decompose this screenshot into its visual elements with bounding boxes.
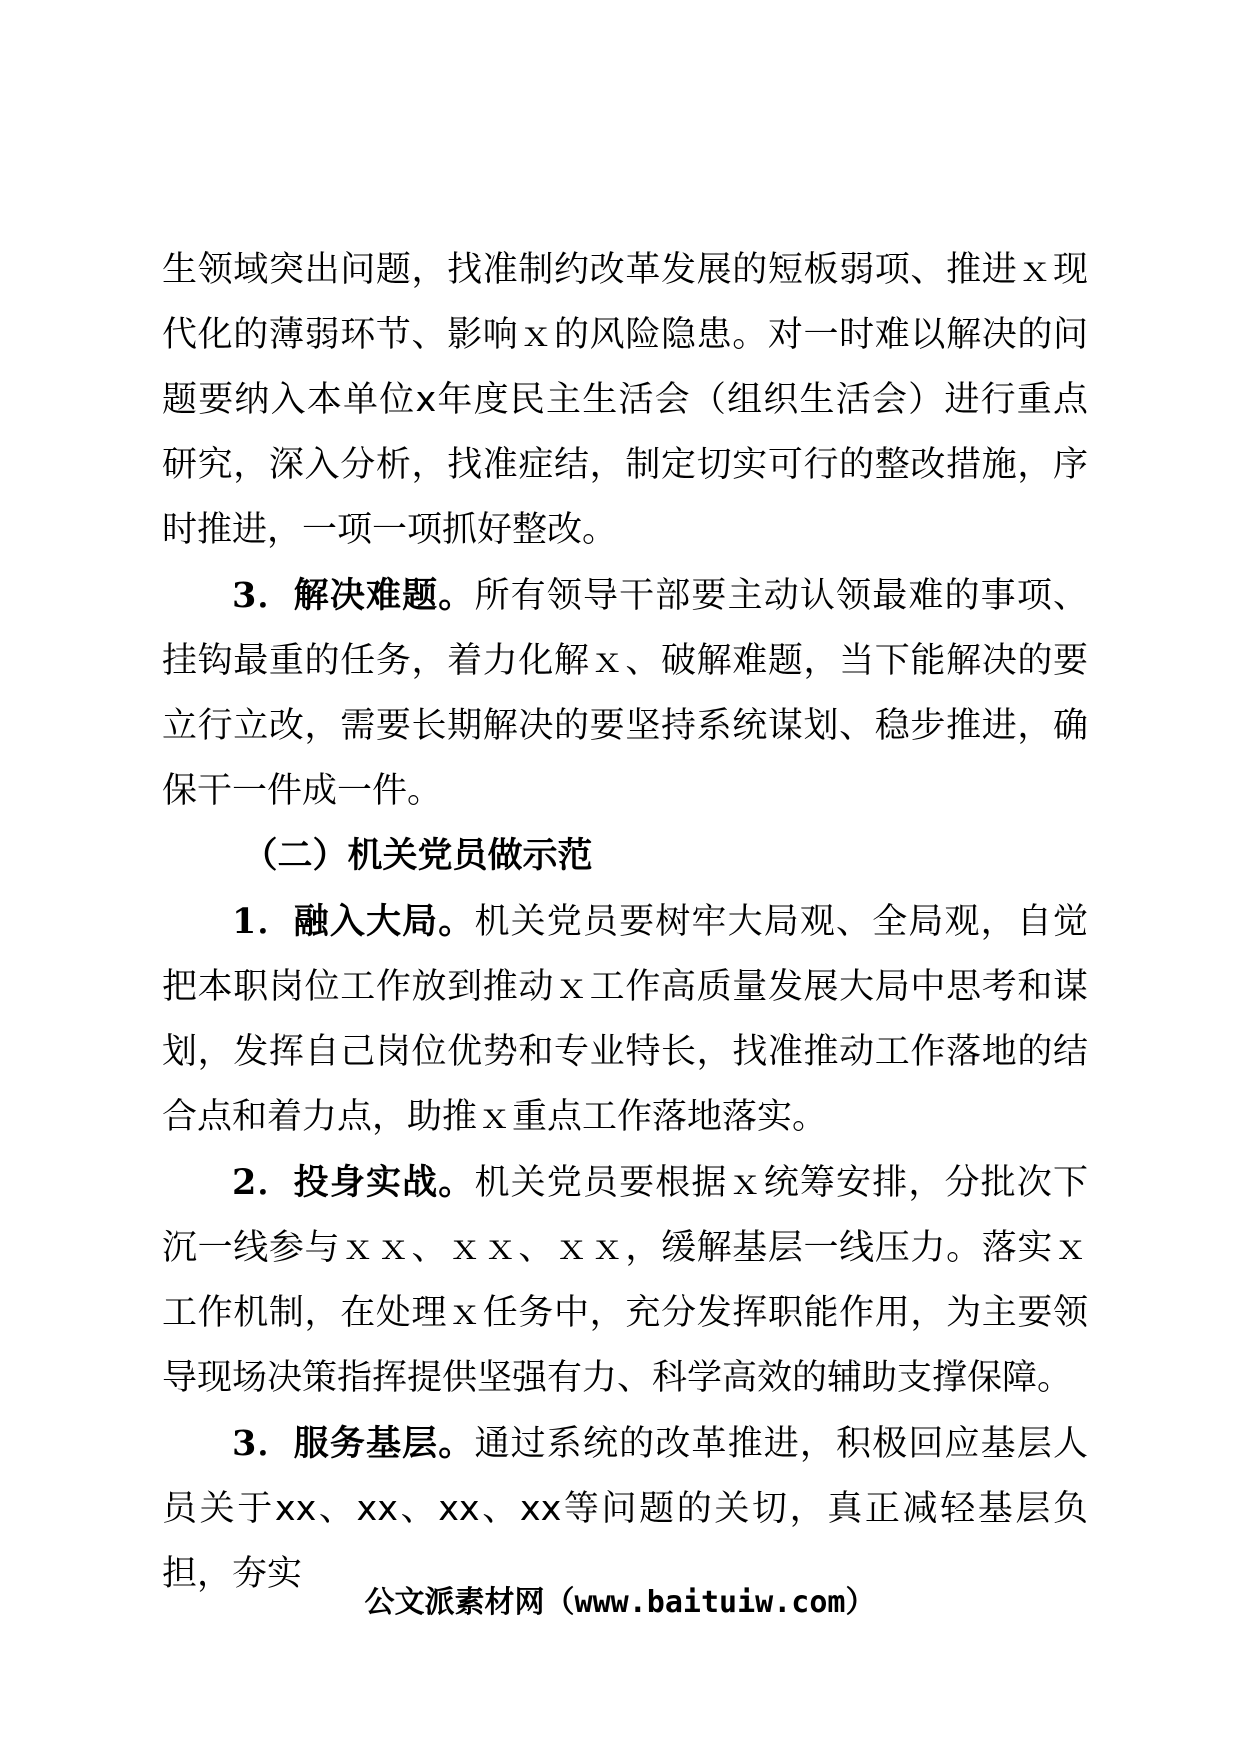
item-title: 解决难题。: [293, 576, 475, 616]
paragraph-text: 通过系统的改革推进，积极回应基层人员关于xx、xx、xx、xx等问题的关切，真正减轻基层负担，夯实: [162, 1424, 1088, 1594]
item-title: 投身实战。: [293, 1163, 475, 1203]
footer-site-name: 公文派素材网: [364, 1585, 545, 1620]
section-heading-text: （二）机关党员做示范: [242, 836, 593, 876]
paragraph-text: 所有领导干部要主动认领最难的事项、挂钩最重的任务，着力化解ｘ、破解难题，当下能解决的要立行立改，需要长期解决的要坚持系统谋划、稳步推进，确保干一件成一件。: [162, 576, 1088, 811]
item-title: 服务基层。: [293, 1424, 475, 1464]
paragraph-item-integrate: [162, 889, 1088, 1150]
item-title: 融入大局。: [293, 902, 475, 942]
item-number: 3．: [232, 1423, 294, 1464]
section-heading: [162, 824, 1088, 889]
document-body: [162, 238, 1088, 1607]
item-number: 2．: [232, 1162, 294, 1203]
paragraph-item-resolve-problems: [162, 563, 1088, 824]
paragraph-text: 机关党员要根据ｘ统筹安排，分批次下沉一线参与ｘｘ、ｘｘ、ｘｘ，缓解基层一线压力。落实ｘ工作机制，在处理ｘ任务中，充分发挥职能作用，为主要领导现场决策指挥提供坚强有力、科学高效的辅助支撑保障。: [162, 1163, 1088, 1398]
page-footer: [0, 1577, 1240, 1621]
item-number: 3．: [232, 575, 294, 616]
paragraph-text: 生领域突出问题，找准制约改革发展的短板弱项、推进ｘ现代化的薄弱环节、影响ｘ的风险隐患。对一时难以解决的问题要纳入本单位x年度民主生活会（组织生活会）进行重点研究，深入分析，找准症结，制定切实可行的整改措施，序时推进，一项一项抓好整改。: [162, 250, 1088, 550]
paragraph-continuation: [162, 238, 1088, 563]
paragraph-text: 机关党员要树牢大局观、全局观，自觉把本职岗位工作放到推动ｘ工作高质量发展大局中思考和谋划，发挥自己岗位优势和专业特长，找准推动工作落地的结合点和着力点，助推ｘ重点工作落地落实。: [162, 902, 1088, 1137]
footer-url: （www.baituiw.com）: [544, 1585, 876, 1620]
paragraph-item-practice: [162, 1150, 1088, 1411]
item-number: 1．: [232, 901, 294, 942]
